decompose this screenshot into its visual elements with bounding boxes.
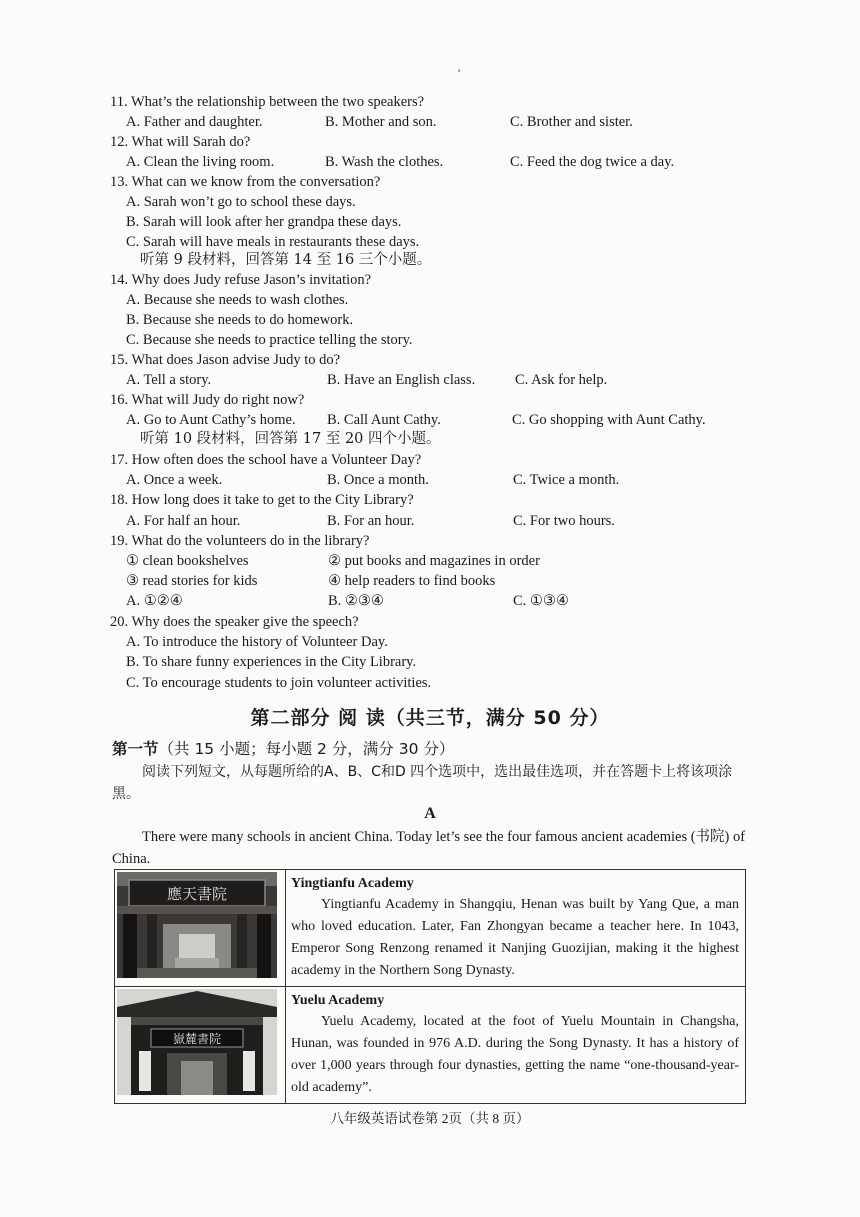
question-line: A. Tell a story. xyxy=(126,372,212,388)
question-line: B. For an hour. xyxy=(327,513,415,529)
academy-text-cell xyxy=(286,987,746,1104)
question-line: C. Go shopping with Aunt Cathy. xyxy=(512,412,706,428)
question-line: 19. What do the volunteers do in the library? xyxy=(110,533,370,549)
passage-intro: There were many schools in ancient China. Today let’s see the four famous ancient academies (书院) of China. xyxy=(112,829,746,867)
question-line: A. To introduce the history of Volunteer Day. xyxy=(126,634,388,650)
academy-description: Yingtianfu Academy in Shangqiu, Henan was built by Yang Que, a man who loved education. Later, Fan Zhongyan became a teacher here. In 1043, Emperor Song Renzong renamed it Nanjing Guozijian, making it the highest academy in the Northern Song Dynasty. xyxy=(291,897,739,978)
question-line: C. ①③④ xyxy=(513,593,569,609)
question-line: A. ①②④ xyxy=(126,593,183,609)
question-line: C. To encourage students to join volunteer activities. xyxy=(126,675,432,691)
question-line: B. Because she needs to do homework. xyxy=(126,312,354,328)
part-title: 第二部分 阅 读（共三节，满分 50 分） xyxy=(250,707,610,729)
question-line: ① clean bookshelves xyxy=(126,553,249,569)
question-line: 15. What does Jason advise Judy to do? xyxy=(110,352,341,368)
academy-description: Yuelu Academy, located at the foot of Yuelu Mountain in Changsha, Hunan, was founded in 976 A.D. during the Song Dynasty. It has a history of over 1,000 years through four dynasties, getting the name “one-thousand-year-old academy”. xyxy=(291,1014,739,1095)
question-line: C. Twice a month. xyxy=(513,472,620,488)
question-line: 14. Why does Judy refuse Jason’s invitation? xyxy=(110,272,372,288)
question-line: 11. What’s the relationship between the two speakers? xyxy=(110,94,425,110)
instructions: 阅读下列短文，从每题所给的A、B、C和D 四个选项中，选出最佳选项，并在答题卡上将该项涂黑。 xyxy=(112,764,733,802)
section-title xyxy=(112,737,454,759)
section-label: 第一节 xyxy=(112,740,159,758)
listening-instruction: 听第 9 段材料，回答第 14 至 16 三个小题。 xyxy=(140,252,432,268)
question-line: B. Wash the clothes. xyxy=(325,154,444,170)
question-line: ② put books and magazines in order xyxy=(328,553,540,569)
section-detail: （共 15 小题；每小题 2 分，满分 30 分） xyxy=(158,740,455,758)
question-line: B. Sarah will look after her grandpa these days. xyxy=(126,214,402,230)
question-line: B. ②③④ xyxy=(328,593,384,609)
question-line: A. Go to Aunt Cathy’s home. xyxy=(126,412,296,428)
academy-row xyxy=(115,870,746,987)
academy-sign: 嶽麓書院 xyxy=(172,1032,222,1046)
question-line: A. Clean the living room. xyxy=(126,154,275,170)
academy-photo xyxy=(117,872,277,978)
academy-sign: 應天書院 xyxy=(166,885,228,903)
question-line: C. Sarah will have meals in restaurants these days. xyxy=(126,234,420,250)
question-line: B. Call Aunt Cathy. xyxy=(327,412,441,428)
question-line: C. Because she needs to practice telling the story. xyxy=(126,332,413,348)
question-line: B. Once a month. xyxy=(327,472,429,488)
question-line: B. Have an English class. xyxy=(327,372,476,388)
question-line: 13. What can we know from the conversation? xyxy=(110,174,381,190)
question-line: A. For half an hour. xyxy=(126,513,241,529)
academy-row xyxy=(115,987,746,1104)
academy-text-cell xyxy=(286,870,746,987)
question-line: 16. What will Judy do right now? xyxy=(110,392,305,408)
question-line: C. For two hours. xyxy=(513,513,615,529)
question-line: 20. Why does the speaker give the speech? xyxy=(110,614,359,630)
academy-photo xyxy=(117,989,277,1095)
academy-photo-cell xyxy=(115,987,286,1104)
academy-name: Yuelu Academy xyxy=(291,993,385,1008)
page-mark: ' xyxy=(458,66,461,80)
question-line: A. Once a week. xyxy=(126,472,223,488)
question-line: B. Mother and son. xyxy=(325,114,437,130)
question-line: A. Father and daughter. xyxy=(126,114,263,130)
passage-letter: A xyxy=(424,805,436,822)
question-line: ④ help readers to find books xyxy=(328,573,496,589)
academy-photo-cell xyxy=(115,870,286,987)
academy-name: Yingtianfu Academy xyxy=(291,876,414,891)
question-line: A. Because she needs to wash clothes. xyxy=(126,292,349,308)
academies-table xyxy=(114,869,746,1104)
page-footer: 八年级英语试卷第 2页（共 8 页） xyxy=(330,1111,530,1126)
question-line: A. Sarah won’t go to school these days. xyxy=(126,194,356,210)
listening-instruction: 听第 10 段材料，回答第 17 至 20 四个小题。 xyxy=(140,431,441,447)
question-line: 17. How often does the school have a Volunteer Day? xyxy=(110,452,422,468)
question-line: C. Ask for help. xyxy=(515,372,608,388)
question-line: 12. What will Sarah do? xyxy=(110,134,251,150)
question-line: C. Feed the dog twice a day. xyxy=(510,154,675,170)
question-line: C. Brother and sister. xyxy=(510,114,633,130)
question-line: ③ read stories for kids xyxy=(126,573,258,589)
question-line: B. To share funny experiences in the City Library. xyxy=(126,654,417,670)
question-line: 18. How long does it take to get to the City Library? xyxy=(110,492,414,508)
